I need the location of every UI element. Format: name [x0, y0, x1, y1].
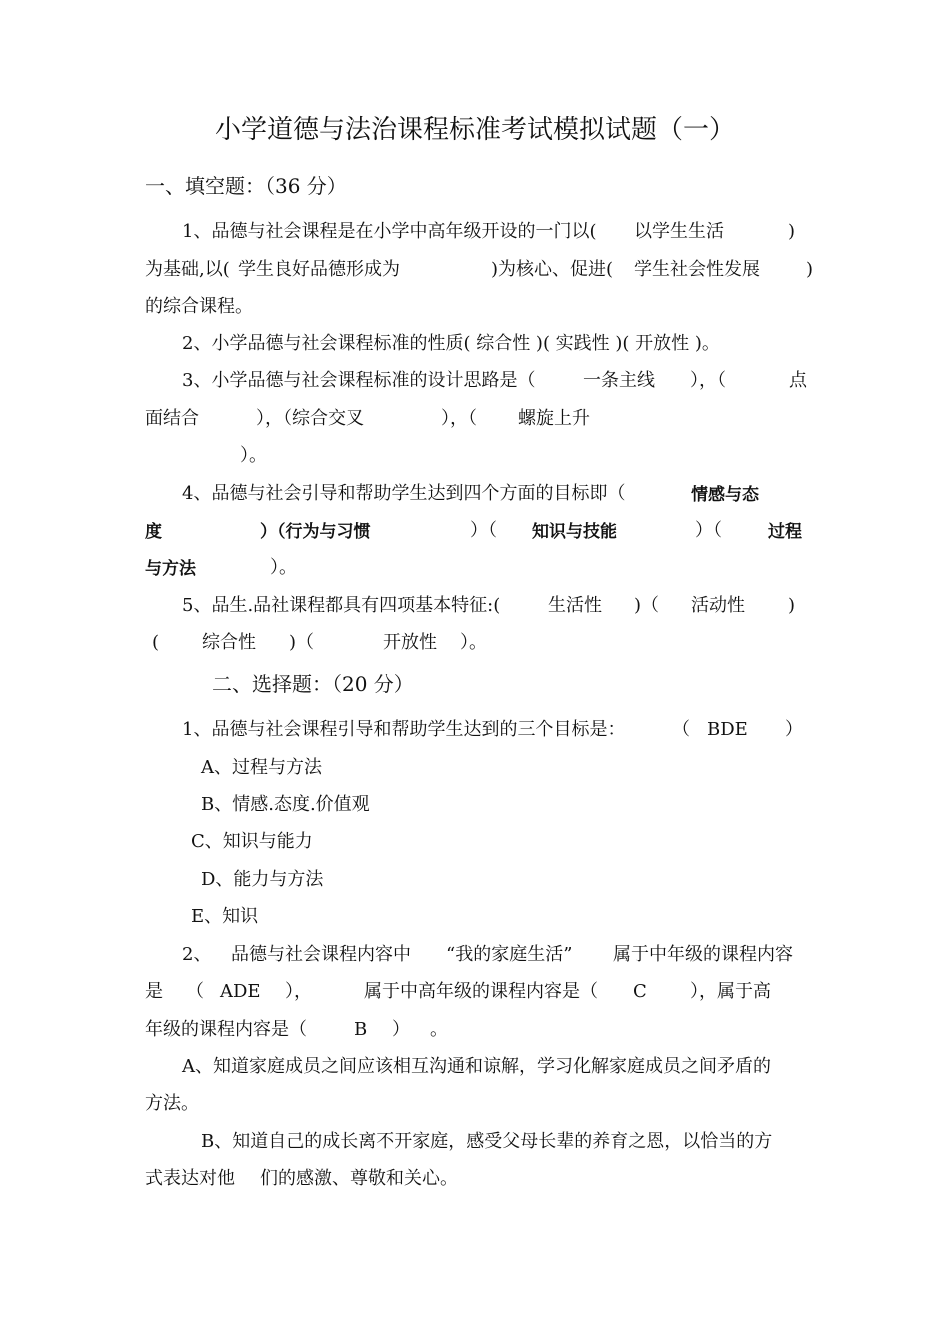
q4-answer1-part1: 情感与态 [691, 485, 759, 505]
q5-line1-close: ) [788, 595, 796, 616]
q4-line3-close: ）。 [270, 557, 297, 578]
s2-q2-line2-c: ），属于高 [690, 981, 771, 1002]
q3-answer1: 一条主线 [583, 370, 655, 391]
s2-q2-option-a-line2: 方法。 [145, 1093, 199, 1114]
s2-q2-answer3: B [354, 1019, 368, 1040]
q1-line3-text: 的综合课程。 [145, 296, 253, 317]
q5-line2-mid: )（ [289, 632, 315, 653]
s2-q2-line2-a: 是 [145, 981, 163, 1002]
s2-q2-line1-quote: “我的家庭生活” [446, 944, 573, 965]
s2-q2-line2-close1: ）， [285, 981, 312, 1002]
q1-answer2: 学生良好品德形成为 [238, 259, 400, 280]
q1-line2-mid: )为核心、促进( [491, 259, 614, 280]
q4-line2-close: ）（ [695, 520, 722, 541]
q5-line2-close: ）。 [460, 632, 487, 653]
s2-q2-option-b-line1: B、知道自己的成长离不开家庭，感受父母长辈的养育之恩，以恰当的方 [201, 1131, 773, 1152]
s2-q1-open: （ [672, 719, 690, 740]
s2-q2-line1-b: 属于中年级的课程内容 [613, 944, 793, 965]
q1-line2-text: 为基础,以( [145, 259, 230, 280]
q4-line1-text: 4、品德与社会引导和帮助学生达到四个方面的目标即（ [182, 483, 626, 504]
q5-line1-text: 5、品生.品社课程都具有四项基本特征:( [182, 595, 501, 616]
s2-q2-line3-a: 年级的课程内容是（ [145, 1019, 307, 1040]
q3-line3-close: ）。 [240, 445, 267, 466]
s2-q1-option-b: B、情感.态度.价值观 [201, 794, 370, 815]
s2-q1-option-d: D、能力与方法 [201, 869, 324, 890]
q5-line1-mid: )（ [634, 595, 660, 616]
s2-q2-answer2: C [633, 981, 647, 1002]
q5-answer3: 综合性 [202, 632, 256, 653]
q5-answer4: 开放性 [383, 632, 437, 653]
q3-answer3: ），（综合交叉 [256, 408, 364, 429]
s2-q2-option-a-line1: A、知道家庭成员之间应该相互沟通和谅解，学习化解家庭成员之间矛盾的 [182, 1056, 771, 1077]
s2-q1-option-e: E、知识 [191, 906, 259, 927]
q4-answer4-part2: 与方法 [145, 559, 196, 579]
s2-q1-answer: BDE [707, 719, 748, 740]
q1-line2-close: ) [806, 259, 814, 280]
s2-q2-line1-a: 品德与社会课程内容中 [231, 944, 411, 965]
s2-q1-option-c: C、知识与能力 [191, 831, 313, 852]
q4-answer2: ）（行为与习惯 [260, 522, 371, 542]
s2-q2-line2-open: （ [186, 981, 204, 1002]
q4-answer4-part1: 过程 [768, 522, 802, 542]
q1-line1-text: 1、品德与社会课程是在小学中高年级开设的一门以( [182, 221, 597, 242]
s2-q2-option-b-line2a: 式表达对他 [145, 1168, 235, 1189]
q5-line2-open: ( [152, 632, 160, 653]
s2-q2-line3-period: 。 [430, 1019, 448, 1040]
q5-answer2: 活动性 [691, 595, 745, 616]
q3-line2-mid: ），（ [441, 408, 477, 429]
q1-line1-close: ) [788, 221, 796, 242]
section2-heading: 二、选择题：（20 分） [212, 672, 414, 696]
section1-heading: 一、填空题：（36 分） [145, 174, 347, 198]
q1-answer1: 以学生生活 [634, 221, 724, 242]
q3-answer4: 螺旋上升 [518, 408, 590, 429]
s2-q2-line2-b: 属于中高年级的课程内容是（ [364, 981, 598, 1002]
q1-answer3: 学生社会性发展 [634, 259, 760, 280]
q3-answer2-part2: 面结合 [145, 408, 199, 429]
q5-answer1: 生活性 [548, 595, 602, 616]
q3-line1-mid: ），（ [690, 370, 726, 391]
s2-q2-number: 2、 [182, 944, 212, 965]
s2-q2-line3-close: ） [392, 1019, 410, 1040]
s2-q1-close: ） [785, 719, 803, 740]
q4-answer1-part2: 度 [145, 522, 162, 542]
page-title: 小学道德与法治课程标准考试模拟试题（一） [214, 115, 735, 145]
s2-q1-option-a: A、过程与方法 [201, 757, 322, 778]
q4-answer3: 知识与技能 [532, 522, 617, 542]
s2-q1-stem: 1、品德与社会课程引导和帮助学生达到的三个目标是： [182, 719, 626, 740]
q3-answer2-part1: 点 [789, 370, 807, 391]
q4-line2-mid: ）（ [470, 520, 497, 541]
s2-q2-option-b-line2b: 们的感激、尊敬和关心。 [260, 1168, 458, 1189]
q2-text: 2、小学品德与社会课程标准的性质( 综合性 )( 实践性 )( 开放性 )。 [182, 333, 720, 354]
s2-q2-answer1: ADE [220, 981, 261, 1002]
q3-line1-text: 3、小学品德与社会课程标准的设计思路是（ [182, 370, 536, 391]
